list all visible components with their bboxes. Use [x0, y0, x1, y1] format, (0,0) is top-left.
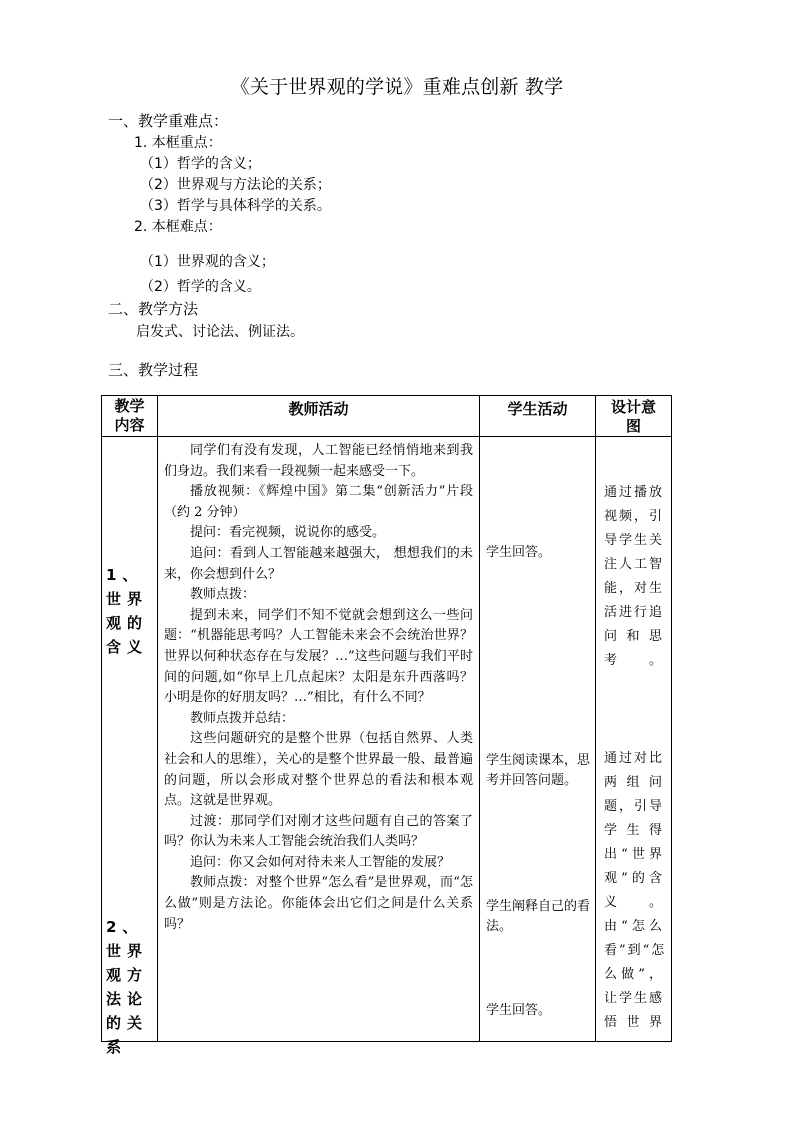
document-title: 《关于世界观的学说》重难点创新 教学: [230, 76, 564, 98]
table-row: [102, 437, 672, 1042]
design-intent-cell: [596, 437, 672, 1042]
teacher-paragraph: 这些问题研究的是整个世界（包括自然界、人类社会和人的思维），关心的是整个世界最一般、最普遍的问题，所以会形成对整个世界总的看法和根本观点。这就是世界观。: [164, 731, 473, 809]
teacher-paragraph: 教师点拨：: [190, 587, 256, 603]
section-heading-method: 二、教学方法: [108, 300, 199, 318]
header-teacher-activity: 教师活动: [158, 396, 480, 437]
student-activity-cell: [480, 437, 596, 1042]
difficult-point-item: （1）世界观的含义；: [140, 254, 275, 270]
design-intent-item: 由“怎么看”到“怎么做”，让学生感悟世界: [604, 919, 667, 1030]
teaching-process-table: [101, 395, 672, 1056]
student-activity-item: 学生阐释自己的看法。: [486, 899, 591, 934]
header-design-intent: 设计意图: [596, 396, 672, 437]
section-heading-process: 三、教学过程: [108, 361, 199, 379]
table-header-row: [102, 396, 672, 437]
teacher-paragraph: 追问：你又会如何对待未来人工智能的发展？: [190, 854, 451, 870]
student-activity-item: 学生阅读课本，思考并回答问题。: [486, 753, 591, 788]
teacher-paragraph: 提问：看完视频，说说你的感受。: [190, 525, 386, 541]
section-label-relation: 2、世界观方法论的关系: [106, 918, 149, 1056]
section-heading-key-points: 一、教学重难点：: [108, 112, 229, 130]
key-point-item: （1）哲学的含义；: [140, 156, 261, 172]
key-point-item: （2）世界观与方法论的关系；: [140, 177, 331, 193]
teaching-method-text: 启发式、讨论法、例证法。: [136, 324, 304, 340]
teacher-paragraph: 教师点拨：对整个世界“怎么看”是世界观，而“怎么做”则是方法论。你能体会出它们之间是什么关系吗？: [164, 875, 473, 932]
design-intent-item: 通过播放视频，引导学生关注人工智能，对生活进行追问和思考。: [604, 485, 665, 668]
header-content: 教学内容: [102, 396, 158, 437]
teacher-paragraph: 同学们有没有发现，人工智能已经悄悄地来到我们身边。我们来看一段视频一起来感受一下。: [164, 443, 473, 479]
teacher-paragraph: 追问：看到人工智能越来越强大， 想想我们的未来，你会想到什么？: [164, 545, 473, 582]
difficult-points-label: 2. 本框难点：: [134, 219, 222, 235]
teacher-paragraph: 教师点拨并总结：: [190, 710, 295, 726]
key-point-item: （3）哲学与具体科学的关系。: [140, 198, 331, 214]
teacher-activity-cell: [158, 437, 480, 1042]
student-activity-item: 学生回答。: [486, 545, 552, 560]
teacher-paragraph: 播放视频：《辉煌中国》第二集“创新活力”片段（约 2 分钟）: [164, 484, 473, 520]
teacher-paragraph: 过渡：那同学们对刚才这些问题有自己的答案了吗？你认为未来人工智能会统治我们人类吗？: [164, 813, 473, 850]
difficult-point-item: （2）哲学的含义。: [140, 279, 261, 295]
key-points-label: 1. 本框重点：: [134, 135, 222, 151]
teacher-paragraph: 提到未来，同学们不知不觉就会想到这么一些问题：“机器能思考吗？人工智能未来会不会统治世界？世界以何种状态存在与发展？…”这些问题与我们平时间的问题,如“你早上几点起床？太阳是东升西落吗？小明是你的好朋友吗？…”相比，有什么不同？: [164, 607, 473, 706]
content-cell: [102, 437, 158, 1056]
section-label-worldview: 1、世界观的含义: [106, 566, 149, 656]
header-student-activity: 学生活动: [480, 396, 596, 437]
student-activity-item: 学生回答。: [486, 1003, 552, 1018]
design-intent-item: 通过对比两组问题，引导学生得出“世界观”的含义。: [604, 751, 665, 910]
